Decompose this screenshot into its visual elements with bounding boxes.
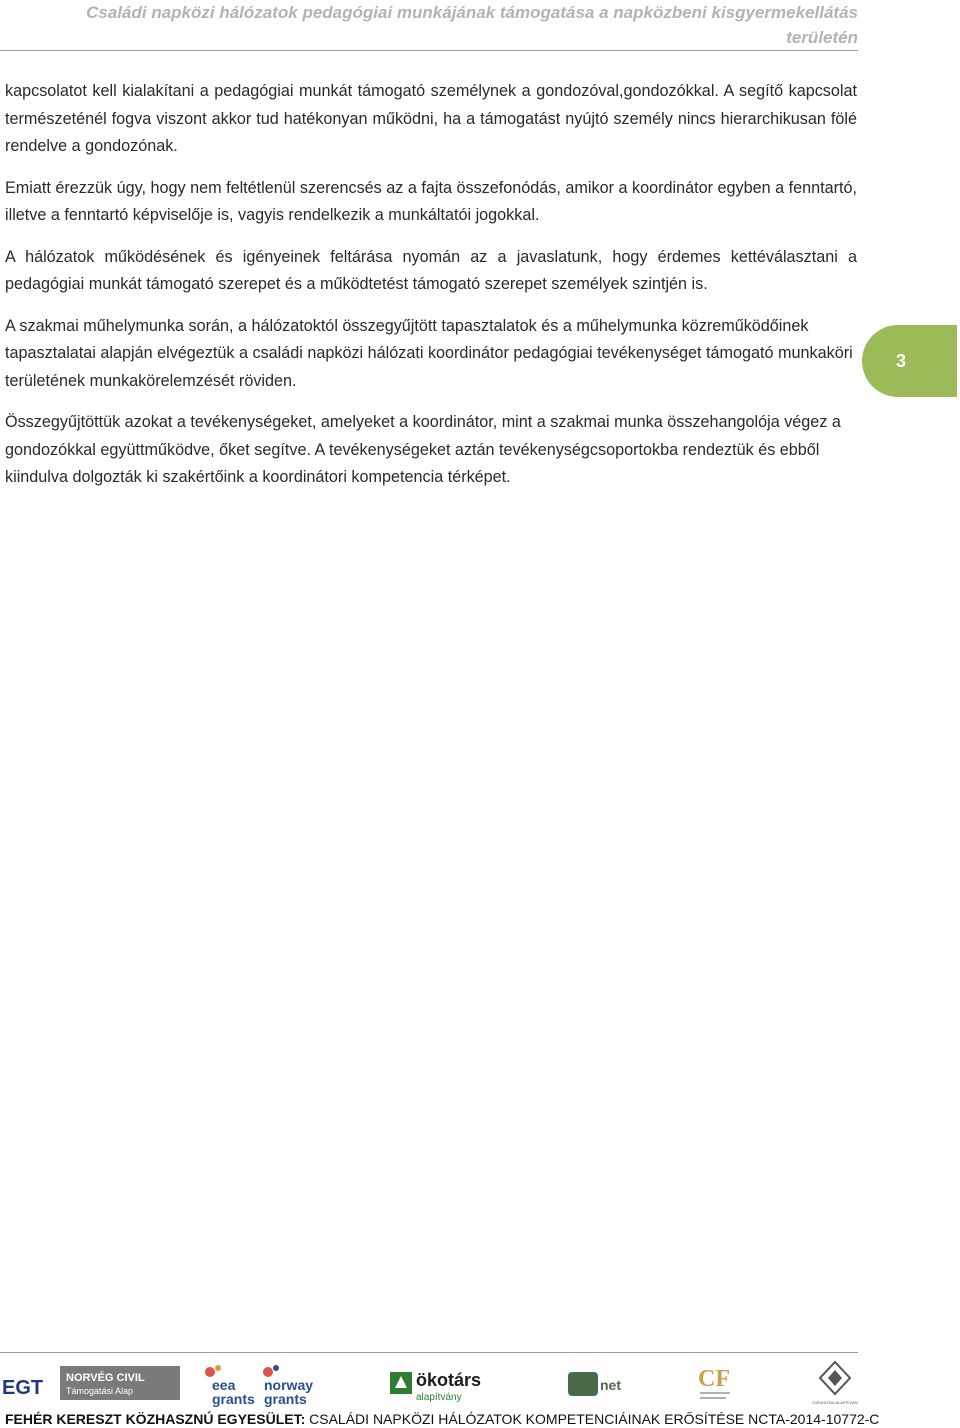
norveg-civil-subtext: Támogatási Alap — [66, 1386, 134, 1396]
okotars-subtext: alapítvány — [416, 1392, 462, 1403]
footer-project: CSALÁDI NAPKÖZI HÁLÓZATOK KOMPETENCIÁINAK ERŐSÍTÉSE NCTA-2014-10772-C — [305, 1411, 880, 1427]
norway-grants-logo — [258, 1356, 330, 1408]
paragraph-4: A szakmai műhelymunka során, a hálózatoktól összegyűjtött tapasztalatok és a műhelymunka közreműködőinek tapasztalatai alapján elvégeztük a családi napközi hálózati koordinátor pedagógiai tevékenységet támogató munkaköri területének munkakörelemzését röviden. — [5, 316, 853, 390]
norway-text: norway — [264, 1377, 314, 1393]
sponsor-logos — [0, 1356, 858, 1408]
paragraph-2: Emiatt érezzük úgy, hogy nem feltétlenül szerencsés az a fajta összefonódás, amikor a koordinátor egyben a fenntartó, illetve a fenntartó képviselője is, vagyis rendelkezik a munkáltatói jogokkal. — [5, 178, 857, 224]
eea-grants-logo — [198, 1356, 256, 1408]
egt-logo-text: EGT — [2, 1377, 44, 1399]
paragraph-5: Összegyűjtöttük azokat a tevékenységeket, amelyeket a koordinátor, mint a szakmai munka összehangolója végez a gondozókkal együttműködve, őket segítve. A tevékenységeket aztán tevékenységcsoportokba rendeztük és ebből kiindulva dolgozták ki szakértőink a koordinátori kompetencia térképet. — [5, 413, 841, 486]
page-number-badge — [862, 325, 957, 397]
header-divider — [0, 50, 858, 51]
eea-text: eea — [212, 1377, 236, 1393]
footer-divider — [0, 1352, 858, 1353]
okotars-logo — [390, 1356, 490, 1408]
footer-project-line — [5, 1410, 880, 1428]
header-title-line1: Családi napközi hálózatok pedagógiai munkájának támogatása a napközbeni kisgyermekellátás — [86, 3, 858, 22]
paragraph-3: A hálózatok működésének és igényeinek feltárása nyomán az a javaslatunk, hogy érdemes kettéválasztani a pedagógiai munkát támogató szerepet és a működtetést támogató szerepet személyek szintjén is. — [5, 247, 857, 293]
cnet-text: net — [600, 1377, 621, 1393]
paragraph-1: kapcsolatot kell kialakítani a pedagógiai munkát támogató személynek a gondozóval,gondozókkal. A segítő kapcsolat természeténél fogva viszont akkor tud hatékonyan működni, ha a támogatást nyújtó személy nincs hierarchikusan fölé rendelve a gondozónak. — [5, 82, 857, 155]
norveg-civil-logo — [60, 1356, 180, 1408]
cnet-logo — [566, 1356, 626, 1408]
page-body — [5, 78, 857, 506]
eea-grants-text: grants — [212, 1391, 255, 1407]
page-number: 3 — [896, 350, 907, 371]
egt-logo — [0, 1356, 60, 1408]
okotars-text: ökotárs — [416, 1370, 482, 1390]
footer-org: FEHÉR KERESZT KÖZHASZNÚ EGYESÜLET: — [5, 1411, 306, 1427]
norveg-civil-text: NORVÉG CIVIL — [66, 1372, 145, 1384]
running-header — [0, 0, 858, 50]
foundation-text: KÖZHASZNÚ ALAPÍTVÁNY — [812, 1400, 858, 1405]
foundation-logo — [812, 1356, 858, 1408]
norway-grants-text: grants — [264, 1391, 307, 1407]
cf-logo — [692, 1356, 742, 1408]
cf-text: CF — [698, 1366, 730, 1392]
header-title-line2: területén — [786, 28, 858, 47]
